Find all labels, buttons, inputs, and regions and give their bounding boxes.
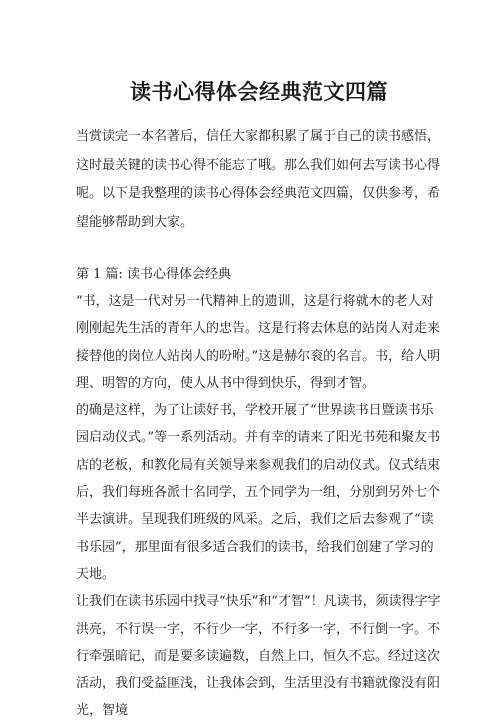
intro-paragraph: 当赏读完一本名著后，信任大家都积累了属于自己的读书感悟，这时最关键的读书心得不能忘了哦。那么我们如何去写读书心得呢。以下是我整理的读书心得体会经典范文四篇，仅供参考，希望能够帮助到大家。 [76, 129, 441, 230]
section-heading: 第 1 篇: 读书心得体会经典 [76, 267, 232, 282]
document-title: 读书心得体会经典范文四篇 [130, 79, 388, 104]
body-paragraph: 的确是这样，为了让读好书，学校开展了“世界读书日暨读书乐园启动仪式。”等一系列活动。并有幸的请来了阳光书苑和聚友书店的老板，和教化局有关领导来参观我们的启动仪式。仪式结束后，我们每班各派十名同学，五个同学为一组，分别到另外七个半去演讲。呈现我们班级的风采。之后，我们之后去参观了“读书乐园”，那里面有很多适合我们的读书，给我们创建了学习的天地。 [76, 403, 441, 582]
body-paragraph: “书，这是一代对另一代精神上的遗训，这是行将就木的老人对刚刚起先生活的青年人的忠告。这是行将去休息的站岗人对走来接替他的岗位人站岗人的吩咐。”这是赫尔衮的名言。书，给人明理、明智的方向，使人从书中得到快乐，得到才智。 [76, 294, 441, 391]
body-paragraph: 让我们在读书乐园中找寻“快乐”和“才智”！凡读书，须读得字字洪亮，不行误一字，不行少一字，不行多一字，不行倒一字。不行牵强暗记，而是要多读遍数，自然上口，恒久不忘。经过这次活动，我们受益匪浅，让我体会到，生活里没有书籍就像没有阳光，智境 [76, 594, 441, 719]
